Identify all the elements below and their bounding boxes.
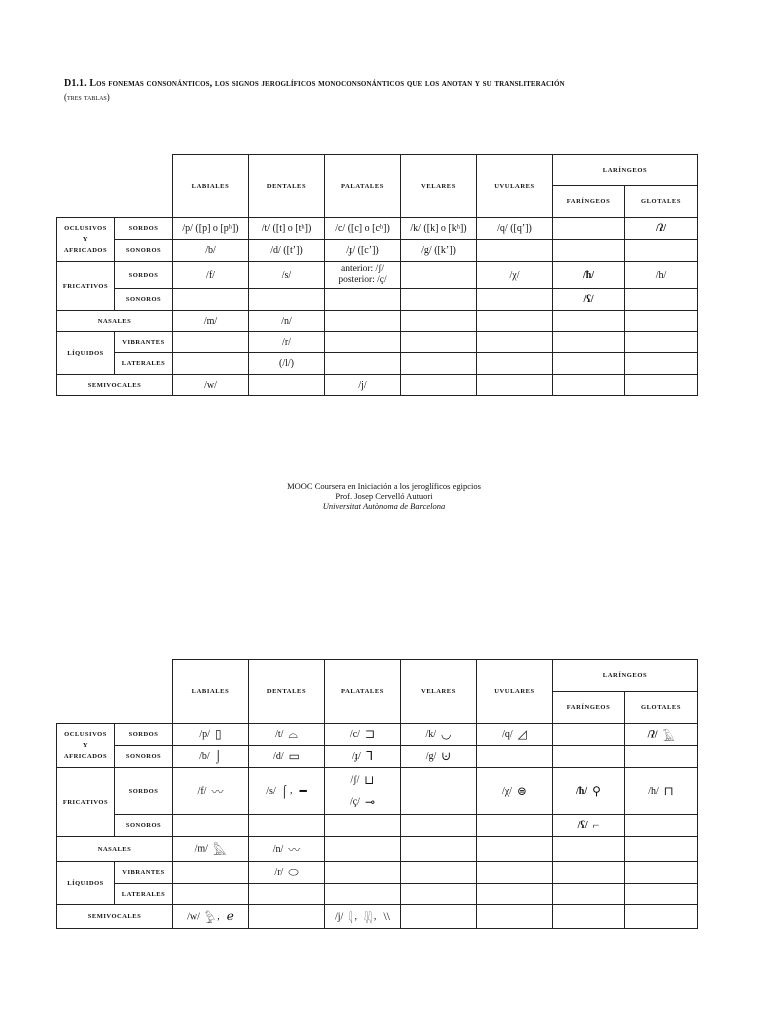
cell-g: /g/ ([kʼ]) — [401, 240, 477, 262]
header-faringeos: FARÍNGEOS — [553, 186, 625, 218]
row-label-liquidos: LÍQUIDOS — [57, 332, 115, 375]
footer-university: Universitat Autònoma de Barcelona — [322, 501, 446, 511]
cell-p: /p/ ([p] o [pʰ]) — [173, 218, 249, 240]
header-glotales: GLOTALES — [625, 692, 698, 724]
stool-sign-icon: ▯ — [214, 727, 222, 741]
footer — [0, 481, 768, 511]
reed-leaf-icon: 𓇋 — [348, 911, 353, 926]
footer-professor: Prof. Josep Cervelló Autuori — [335, 491, 433, 501]
header-velares: VELARES — [401, 155, 477, 218]
row-label-sonoros: SONOROS — [115, 289, 173, 311]
cell-b-sign: /b/ ⌡ — [173, 746, 249, 768]
header-laringeos: LARÍNGEOS — [553, 660, 698, 692]
double-reed-icon: 𓇌 — [363, 911, 372, 926]
tethering-rope-icon: ⊐ — [364, 727, 376, 741]
footer-course: MOOC Coursera en Iniciación a los jeroglíficos egipcios — [287, 481, 481, 491]
hieroglyph-table — [56, 659, 698, 929]
header-uvulares: UVULARES — [477, 155, 553, 218]
cell-f-sign: /f/ 〰 — [173, 768, 249, 815]
row-label-sordos: SORDOS — [115, 724, 173, 746]
cell-k: /k/ ([k] o [kʰ]) — [401, 218, 477, 240]
cell-t: /t/ ([t] o [tʰ]) — [249, 218, 325, 240]
cell-l: (/l/) — [249, 353, 325, 375]
cell-c-sign: /c/ ⊐ — [325, 724, 401, 746]
header-palatales: PALATALES — [325, 155, 401, 218]
row-label-semivocales: SEMIVOCALES — [57, 375, 173, 396]
header-dentales: DENTALES — [249, 660, 325, 724]
door-bolt-icon: ━ — [299, 783, 307, 798]
cell-m-sign: /m/ 𓅓 — [173, 837, 249, 862]
cell-m: /m/ — [173, 311, 249, 332]
cell-dj-sign: /ɟ/ ᒣ — [325, 746, 401, 768]
foot-icon: ⌡ — [214, 749, 222, 763]
header-dentales: DENTALES — [249, 155, 325, 218]
cell-b: /b/ — [173, 240, 249, 262]
header-laringeos: LARÍNGEOS — [553, 155, 698, 186]
hand-icon: ▭ — [288, 749, 300, 763]
cell-hh: /ħ/ — [553, 262, 625, 289]
two-strokes-icon: \\ — [383, 909, 390, 923]
cell-q: /q/ ([qʼ]) — [477, 218, 553, 240]
cell-g-sign: /g/ ⊍ — [401, 746, 477, 768]
document-subtitle: (tres tablas) — [64, 92, 110, 102]
row-label-semivocales: SEMIVOCALES — [57, 905, 173, 929]
forearm-icon: ⌐ — [592, 818, 600, 832]
cell-j-sign: /j/ 𓇋 , 𓇌 , \\ — [325, 905, 401, 929]
cell-w: /w/ — [173, 375, 249, 396]
bread-loaf-icon: ⌓ — [288, 727, 298, 741]
row-label-fricativos: FRICATIVOS — [57, 768, 115, 837]
horned-viper-icon: 〰 — [211, 784, 224, 799]
cell-h-sign: /h/ ⊓ — [625, 768, 698, 815]
cell-ayin-sign: /ʕ/ ⌐ — [553, 815, 625, 837]
cell-k-sign: /k/ ◡ — [401, 724, 477, 746]
header-labiales: LABIALES — [173, 155, 249, 218]
phoneme-table — [56, 154, 698, 396]
row-label-sordos: SORDOS — [115, 262, 173, 289]
row-label-vibrantes: VIBRANTES — [115, 862, 173, 884]
document-title: D1.1. Los fonemas consonánticos, los signos jeroglíficos monoconsonánticos que los anotan y su transliteración — [64, 78, 565, 89]
cell-kh-sign: /χ/ ⊜ — [477, 768, 553, 815]
cell-t-sign: /t/ ⌓ — [249, 724, 325, 746]
row-label-nasales: NASALES — [57, 311, 173, 332]
header-glotales: GLOTALES — [625, 186, 698, 218]
cell-s: /s/ — [249, 262, 325, 289]
row-label-oclusivos: OCLUSIVOS Y AFRICADOS — [57, 218, 115, 262]
cell-d-sign: /d/ ▭ — [249, 746, 325, 768]
cell-n: /n/ — [249, 311, 325, 332]
row-label-sonoros: SONOROS — [115, 746, 173, 768]
row-label-liquidos: LÍQUIDOS — [57, 862, 115, 905]
cell-hh-sign: /ħ/ ⚲ — [553, 768, 625, 815]
folded-cloth-icon: ⌠ — [280, 783, 288, 798]
cell-q-sign: /q/ ◿ — [477, 724, 553, 746]
cell-glottal-sign: /ʔ/ 𓄿 — [625, 724, 698, 746]
cell-w-sign: /w/ 𓅱 , ℯ — [173, 905, 249, 929]
header-palatales: PALATALES — [325, 660, 401, 724]
cell-kh: /χ/ — [477, 262, 553, 289]
cell-p-sign: /p/ ▯ — [173, 724, 249, 746]
row-label-sonoros: SONOROS — [115, 240, 173, 262]
header-faringeos: FARÍNGEOS — [553, 692, 625, 724]
coil-icon: ℯ — [226, 909, 234, 923]
cell-sh-sign: /ʃ/ ⊔ /ç/ ⊸ — [325, 768, 401, 815]
basket-icon: ◡ — [441, 727, 452, 741]
cell-d: /d/ ([tʼ]) — [249, 240, 325, 262]
cell-n-sign: /n/ 〰 — [249, 837, 325, 862]
vulture-icon: 𓄿 — [662, 729, 675, 744]
cell-sh: anterior: /ʃ/ posterior: /ç/ — [325, 262, 401, 289]
quail-chick-icon: 𓅱 — [204, 911, 216, 926]
belly-icon: ⊸ — [364, 795, 376, 809]
header-uvulares: UVULARES — [477, 660, 553, 724]
row-label-nasales: NASALES — [57, 837, 173, 862]
cobra-icon: ᒣ — [365, 749, 374, 763]
courtyard-icon: ⊓ — [663, 783, 674, 798]
jar-stand-icon: ⊍ — [441, 749, 452, 763]
cell-glottal-stop: /ʔ/ — [625, 218, 698, 240]
row-label-sonoros: SONOROS — [115, 815, 173, 837]
row-label-vibrantes: VIBRANTES — [115, 332, 173, 353]
header-labiales: LABIALES — [173, 660, 249, 724]
placenta-icon: ⊜ — [516, 783, 528, 798]
cell-j: /j/ — [325, 375, 401, 396]
cell-h: /h/ — [625, 262, 698, 289]
header-velares: VELARES — [401, 660, 477, 724]
cell-f: /f/ — [173, 262, 249, 289]
water-ripple-icon: 〰 — [288, 842, 301, 857]
row-label-laterales: LATERALES — [115, 884, 173, 905]
hill-slope-icon: ◿ — [517, 727, 527, 741]
cell-ayin: /ʕ/ — [553, 289, 625, 311]
cell-c: /c/ ([c] o [cʰ]) — [325, 218, 401, 240]
cell-r: /r/ — [249, 332, 325, 353]
row-label-fricativos: FRICATIVOS — [57, 262, 115, 311]
row-label-sordos: SORDOS — [115, 768, 173, 815]
owl-icon: 𓅓 — [212, 844, 227, 858]
cell-dj: /ɟ/ ([cʼ]) — [325, 240, 401, 262]
row-label-oclusivos: OCLUSIVOS Y AFRICADOS — [57, 724, 115, 768]
pool-icon: ⊔ — [364, 772, 375, 787]
row-label-sordos: SORDOS — [115, 218, 173, 240]
cell-s-sign: /s/ ⌠ , ━ — [249, 768, 325, 815]
mouth-icon: ⬭ — [288, 865, 299, 879]
cell-r-sign: /r/ ⬭ — [249, 862, 325, 884]
twisted-wick-icon: ⚲ — [592, 783, 601, 798]
row-label-laterales: LATERALES — [115, 353, 173, 375]
